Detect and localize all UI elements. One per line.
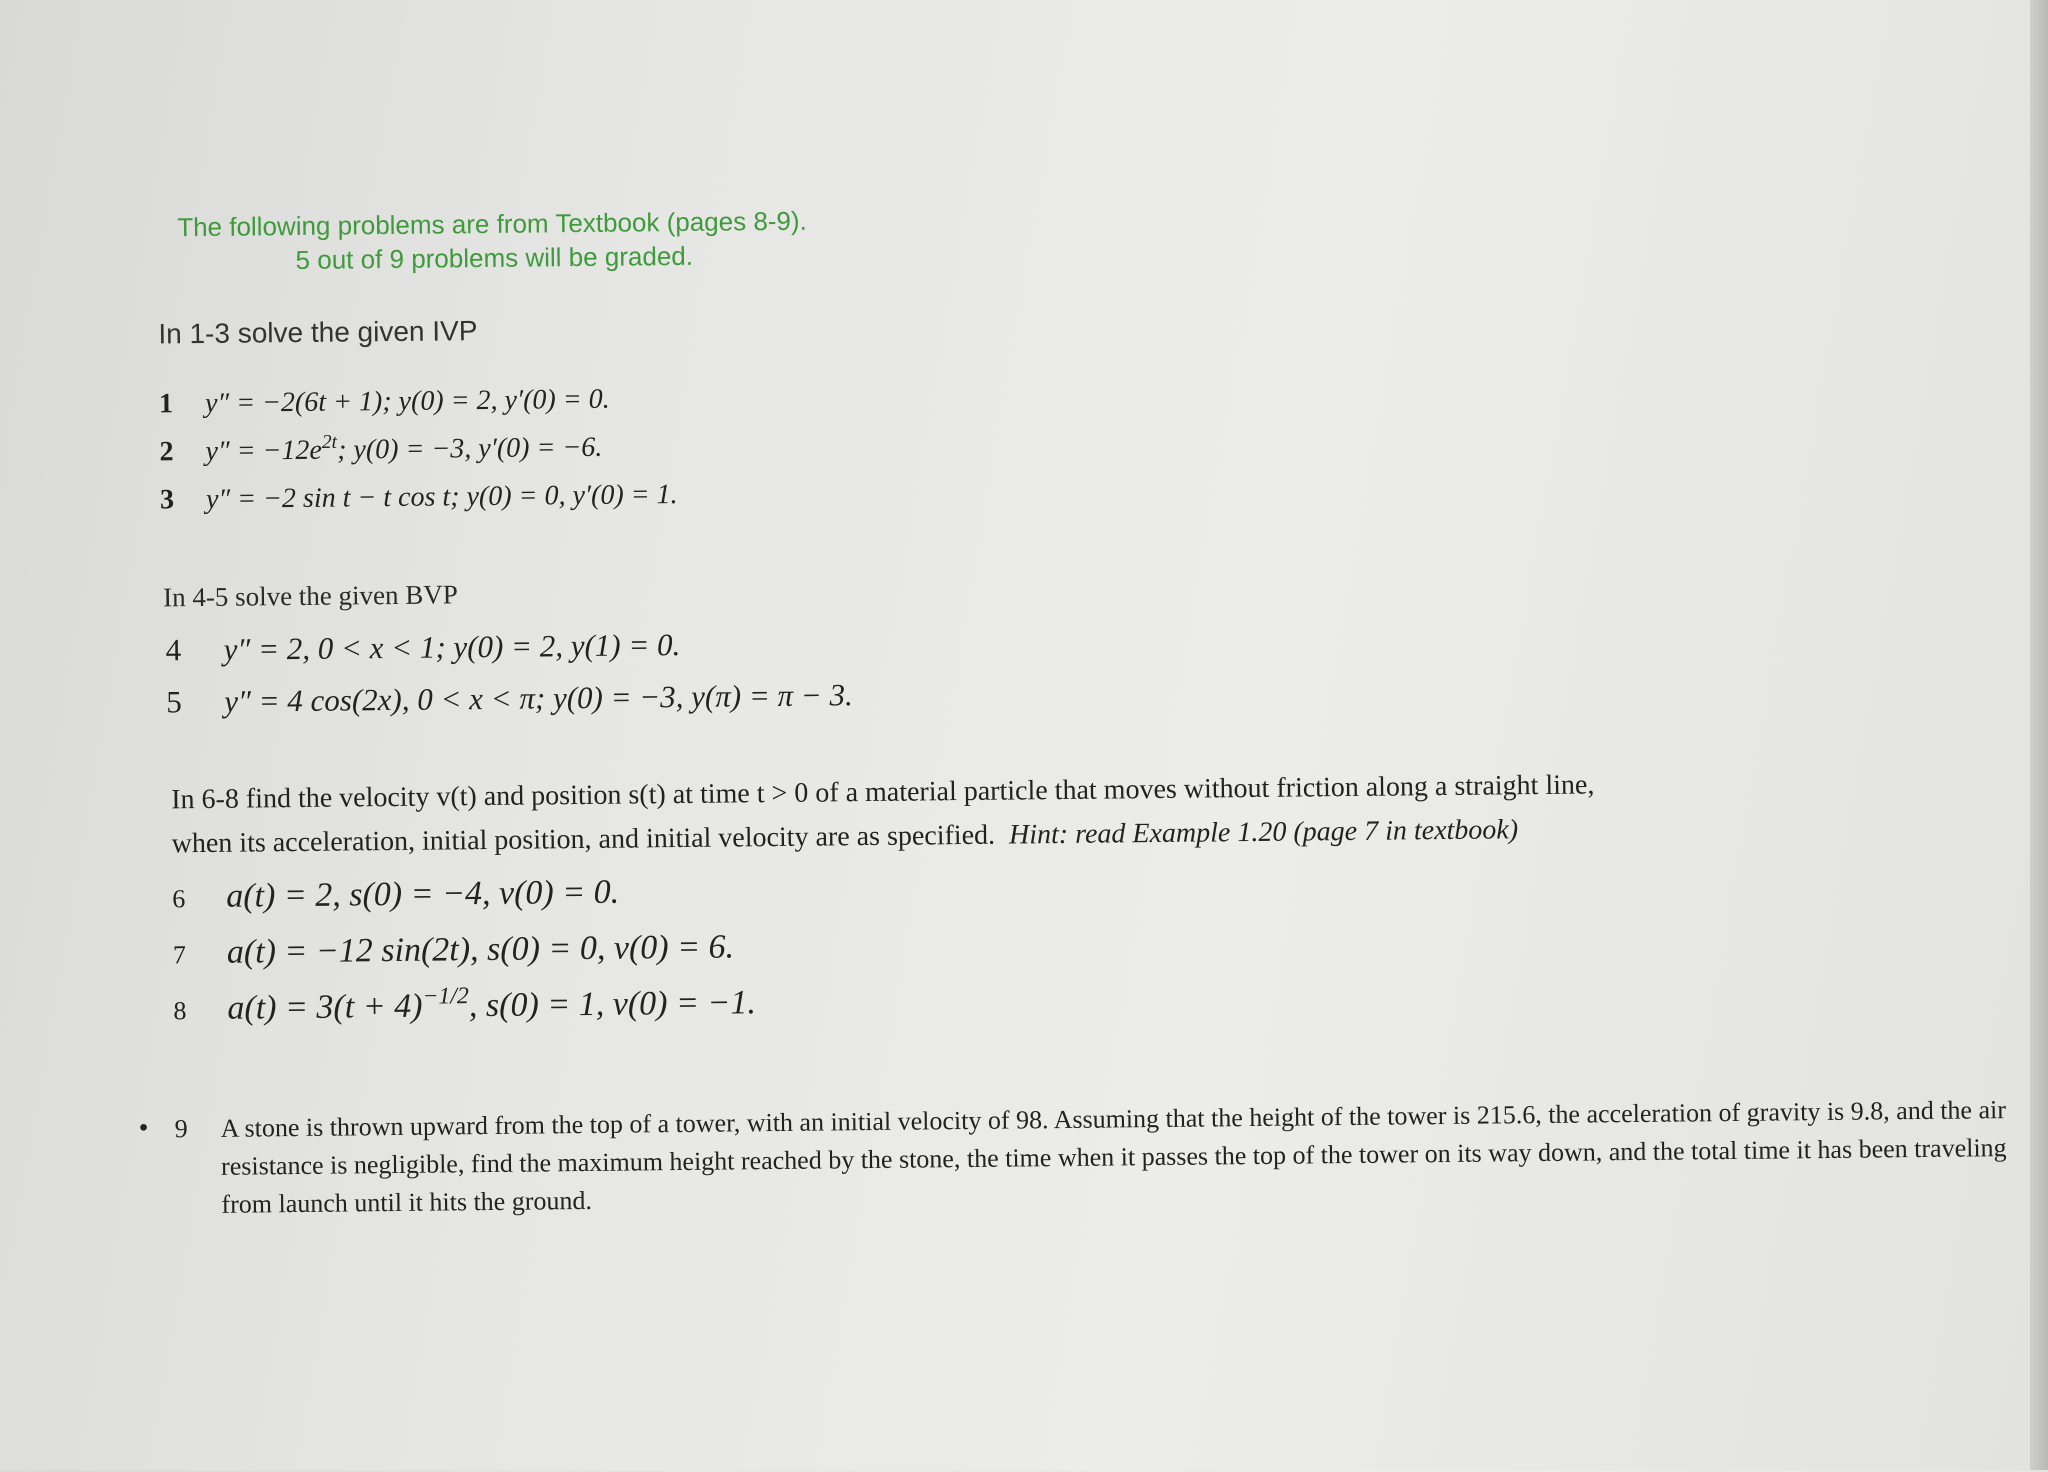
header-line-2: 5 out of 9 problems will be graded. xyxy=(295,240,694,275)
ivp-heading: In 1-3 solve the given IVP xyxy=(158,315,478,350)
problem-number: 5 xyxy=(166,684,182,720)
problem-equation: a(t) = −12 sin(2t), s(0) = 0, v(0) = 6. xyxy=(226,928,735,971)
problem-equation: y″ = 2, 0 < x < 1; y(0) = 2, y(1) = 0. xyxy=(223,626,681,667)
problem-exponent: 2t xyxy=(321,431,338,453)
problem-7 xyxy=(173,928,735,972)
problem-9-number: 9 xyxy=(174,1114,188,1144)
problem-9-text: A stone is thrown upward from the top of a tower, with an initial velocity of 98. Assuming that the height of the tower is 215.6, the acceleration of gravity is 9.8, and the air resistance is negligible, find the maximum height reached by the stone, the time when it passes the top of the tower on its way down, and the total time it has been traveling from launch until it hits the ground. xyxy=(220,1095,2007,1219)
problem-number: 8 xyxy=(173,996,187,1026)
problem-equation-start: a(t) = 3(t + 4) xyxy=(227,987,423,1027)
problem-8 xyxy=(173,984,756,1028)
problem-6 xyxy=(172,874,619,917)
problem-equation: a(t) = 2, s(0) = −4, v(0) = 0. xyxy=(226,873,620,915)
problem-1 xyxy=(159,384,610,421)
motion-hint: Hint: read Example 1.20 (page 7 in textbook) xyxy=(1008,814,1519,851)
bvp-heading: In 4-5 solve the given BVP xyxy=(162,579,458,613)
motion-instructions xyxy=(171,763,1595,866)
problem-number: 1 xyxy=(158,388,174,420)
problem-number: 2 xyxy=(159,436,174,468)
problem-equation-end: , s(0) = 1, v(0) = −1. xyxy=(468,984,757,1025)
problem-5 xyxy=(166,677,853,720)
motion-line-1: In 6-8 find the velocity v(t) and position s(t) at time t > 0 of a material particle that moves without friction along a straight line, xyxy=(171,769,1595,816)
problem-4 xyxy=(165,627,680,668)
problem-equation: y″ = 4 cos(2x), 0 < x < π; y(0) = −3, y(π) = π − 3. xyxy=(224,677,853,719)
bullet-icon: • xyxy=(138,1112,149,1144)
header-line-1: The following problems are from Textbook (pages 8-9). xyxy=(177,205,807,243)
problem-equation: y″ = −2 sin t − t cos t; y(0) = 0, y′(0) = 1. xyxy=(205,479,678,515)
problem-number: 7 xyxy=(172,940,187,970)
problem-3 xyxy=(160,479,678,516)
problem-2 xyxy=(159,432,602,469)
problem-number: 4 xyxy=(165,632,182,668)
problem-equation: y″ = −2(6t + 1); y(0) = 2, y′(0) = 0. xyxy=(204,383,610,419)
motion-line-2-text: when its acceleration, initial position, and initial velocity are as specified. xyxy=(171,819,996,860)
problem-equation-end: ; y(0) = −3, y′(0) = −6. xyxy=(336,431,603,466)
problem-number: 3 xyxy=(159,484,175,516)
problem-equation-start: y″ = −12e xyxy=(205,434,323,467)
problem-exponent: −1/2 xyxy=(422,983,469,1010)
problem-number: 6 xyxy=(172,884,186,914)
